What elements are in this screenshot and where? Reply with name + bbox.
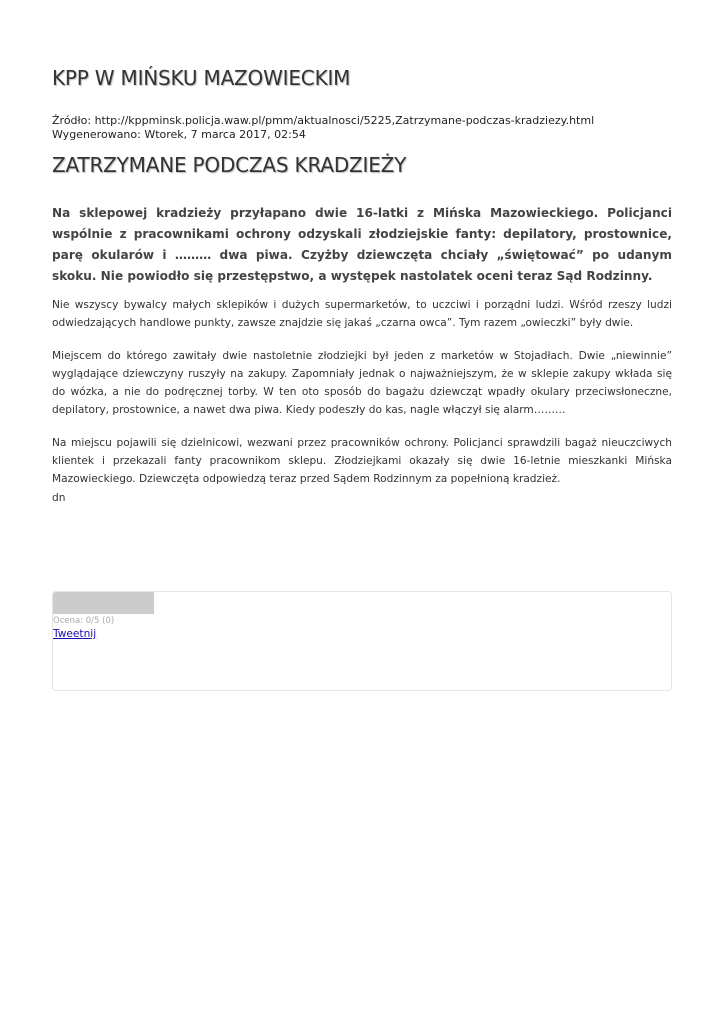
rating-box [52,591,672,691]
article-body [52,296,672,503]
generated-line: Wygenerowano: Wtorek, 7 marca 2017, 02:54 [52,128,306,141]
article-signature: dn [52,492,66,504]
rating-stars-bar[interactable] [53,592,154,614]
article-paragraph: Nie wszyscy bywalcy małych sklepików i dużych supermarketów, to uczciwi i porządni ludzi. Wśród rzeszy ludzi odwiedzających handlowe punkty, zawsze znajdzie się jakaś „czarna owca”. Tym razem „owieczki” były dwie. [52,299,672,329]
article-paragraph: Miejscem do którego zawitały dwie nastoletnie złodziejki był jeden z marketów w Stojadłach. Dwie „niewinnie” wyglądające dziewczyny ruszyły na zakupy. Zapomniały jednak o najważniejszym, że w sklepie zakupy wkłada się do wózka, a nie do podręcznej torby. W ten oto sposób do bagażu dziewcząt wpadły okulary przeciwsłoneczne, depilatory, prostownice, a nawet dwa piwa. Kiedy podeszły do kas, nagle włączył się alarm……… [52,350,672,416]
site-title: KPP W MIŃSKU MAZOWIECKIM [52,66,351,90]
document-meta [52,114,594,142]
article-lead: Na sklepowej kradzieży przyłapano dwie 16-latki z Mińska Mazowieckiego. Policjanci wspólnie z pracownikami ochrony odzyskali złodziejskie fanty: depilatory, prostownice, parę okularów i ……… dwa piwa. Czyżby dziewczęta chciały „świętować” po udanym skoku. Nie powiodło się przestępstwo, a występek nastolatek oceni teraz Sąd Rodzinny. [52,206,672,283]
article-title: ZATRZYMANE PODCZAS KRADZIEŻY [52,153,407,177]
article-paragraph: Na miejscu pojawili się dzielnicowi, wezwani przez pracowników ochrony. Policjanci sprawdzili bagaż nieuczciwych klientek i przekazali fanty pracownikom sklepu. Złodziejkami okazały się dwie 16-letnie mieszkanki Mińska Mazowieckiego. Dziewczęta odpowiedzą teraz przed Sądem Rodzinnym za popełnioną kradzież. [52,437,672,485]
tweet-link[interactable]: Tweetnij [53,628,97,640]
rating-text: Ocena: 0/5 (0) [53,616,115,626]
source-line: Źródło: http://kppminsk.policja.waw.pl/pmm/aktualnosci/5225,Zatrzymane-podczas-kradziezy.html [52,114,595,127]
